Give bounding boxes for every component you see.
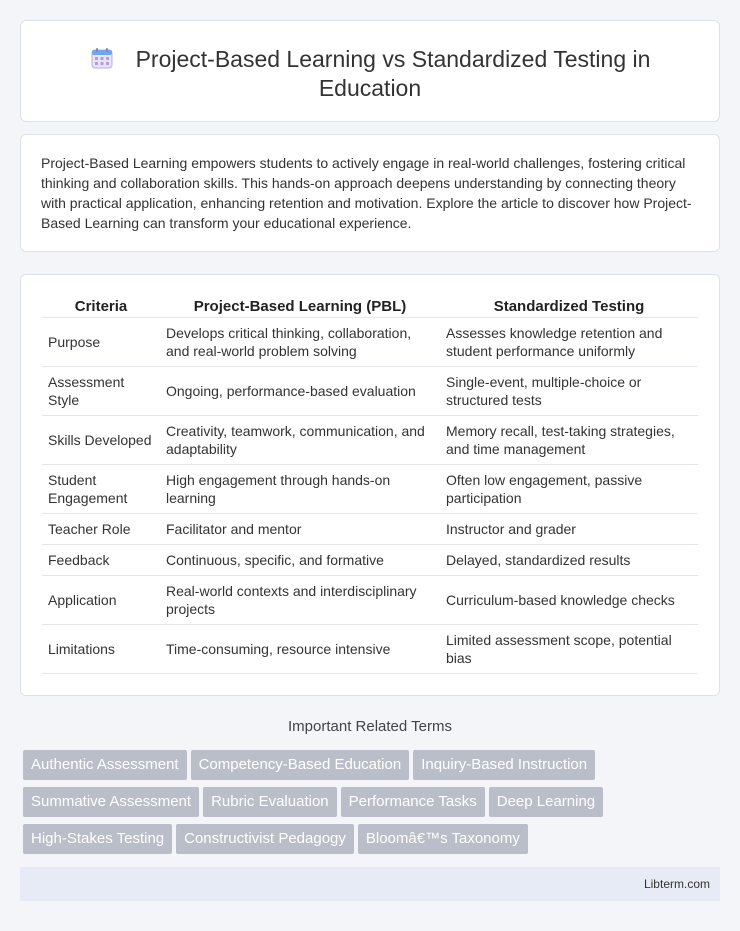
footer-site-link[interactable]: Libterm.com	[643, 877, 710, 891]
comparison-table	[42, 295, 698, 674]
related-terms-tags	[23, 750, 723, 861]
tag-high-stakes-testing[interactable]: High-Stakes Testing	[23, 824, 172, 854]
table-row	[42, 625, 698, 674]
table-cell: Skills Developed	[42, 416, 160, 465]
table-cell: Real-world contexts and interdisciplinary projects	[160, 576, 440, 625]
table-cell: Single-event, multiple-choice or structured tests	[440, 367, 698, 416]
table-cell: Teacher Role	[42, 514, 160, 545]
page-title-text: Project-Based Learning vs Standardized Testing in Education	[135, 46, 651, 101]
table-row	[42, 465, 698, 514]
page-title	[60, 45, 680, 103]
table-cell: Facilitator and mentor	[160, 514, 440, 545]
tag-row	[23, 824, 723, 861]
table-cell: Develops critical thinking, collaboration, and real-world problem solving	[160, 318, 440, 367]
table-cell: Memory recall, test-taking strategies, and time management	[440, 416, 698, 465]
tag-competency-based-education[interactable]: Competency-Based Education	[191, 750, 410, 780]
tag-row	[23, 750, 723, 787]
table-cell: Creativity, teamwork, communication, and adaptability	[160, 416, 440, 465]
tag-constructivist-pedagogy[interactable]: Constructivist Pedagogy	[176, 824, 354, 854]
table-cell: Application	[42, 576, 160, 625]
table-cell: Delayed, standardized results	[440, 545, 698, 576]
table-cell: Instructor and grader	[440, 514, 698, 545]
column-header-standardized: Standardized Testing	[440, 295, 698, 318]
header-card	[20, 20, 720, 122]
table-cell: High engagement through hands-on learning	[160, 465, 440, 514]
table-cell: Time-consuming, resource intensive	[160, 625, 440, 674]
table-row	[42, 318, 698, 367]
table-cell: Purpose	[42, 318, 160, 367]
table-cell: Curriculum-based knowledge checks	[440, 576, 698, 625]
calendar-icon	[90, 46, 114, 70]
table-cell: Student Engagement	[42, 465, 160, 514]
tag-row	[23, 787, 723, 824]
table-cell: Limited assessment scope, potential bias	[440, 625, 698, 674]
column-header-pbl: Project-Based Learning (PBL)	[160, 295, 440, 318]
table-row	[42, 416, 698, 465]
related-terms-title: Important Related Terms	[288, 718, 452, 735]
table-header-row	[42, 295, 698, 318]
table-cell: Continuous, specific, and formative	[160, 545, 440, 576]
column-header-criteria: Criteria	[42, 295, 160, 318]
table-cell: Assesses knowledge retention and student performance uniformly	[440, 318, 698, 367]
table-cell: Feedback	[42, 545, 160, 576]
table-row	[42, 514, 698, 545]
tag-deep-learning[interactable]: Deep Learning	[489, 787, 603, 817]
intro-text: Project-Based Learning empowers students to actively engage in real-world challenges, fostering critical thinking and collaboration skills. This hands-on approach deepens understanding by connecting theory with practical application, enhancing retention and motivation. Explore the article to discover how Project-Based Learning can transform your educational experience.	[41, 155, 692, 231]
table-cell: Assessment Style	[42, 367, 160, 416]
tag-rubric-evaluation[interactable]: Rubric Evaluation	[203, 787, 337, 817]
footer	[20, 867, 720, 901]
table-row	[42, 576, 698, 625]
tag-summative-assessment[interactable]: Summative Assessment	[23, 787, 199, 817]
tag-inquiry-based-instruction[interactable]: Inquiry-Based Instruction	[413, 750, 595, 780]
tag-authentic-assessment[interactable]: Authentic Assessment	[23, 750, 187, 780]
table-cell: Limitations	[42, 625, 160, 674]
tag-blooms-taxonomy[interactable]: Bloomâ€™s Taxonomy	[358, 824, 528, 854]
tag-performance-tasks[interactable]: Performance Tasks	[341, 787, 485, 817]
table-row	[42, 367, 698, 416]
intro-card	[20, 134, 720, 252]
comparison-table-card	[20, 274, 720, 696]
table-cell: Ongoing, performance-based evaluation	[160, 367, 440, 416]
table-row	[42, 545, 698, 576]
table-cell: Often low engagement, passive participation	[440, 465, 698, 514]
